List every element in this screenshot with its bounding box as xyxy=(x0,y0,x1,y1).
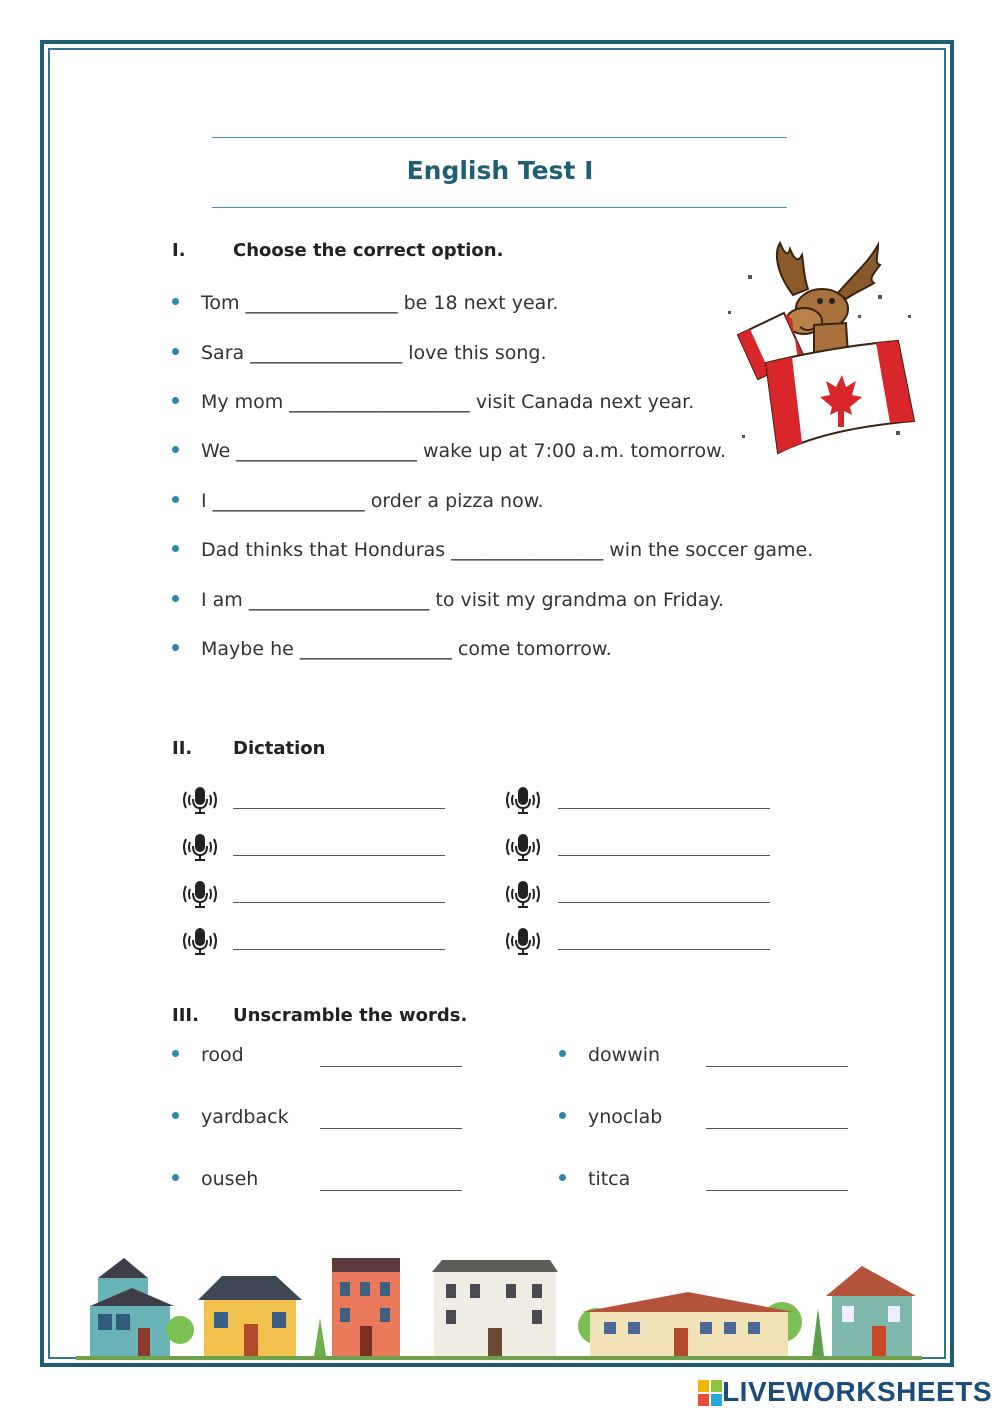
bullet-icon xyxy=(172,1112,179,1119)
dictation-answer-line[interactable] xyxy=(233,855,445,856)
scrambled-word: ynoclab xyxy=(588,1106,663,1128)
microphone-icon[interactable] xyxy=(503,925,543,957)
answer-blank[interactable]: ________________ xyxy=(299,638,452,660)
bullet-icon xyxy=(559,1050,566,1057)
section-1-number: I. xyxy=(172,240,186,261)
exercise-item: I am ___________________ to visit my grandma on Friday. xyxy=(172,589,724,611)
dictation-answer-line[interactable] xyxy=(558,949,770,950)
bullet-icon xyxy=(172,446,179,453)
brand-name[interactable]: LIVEWORKSHEETS xyxy=(722,1376,992,1407)
section-2-heading xyxy=(172,738,326,759)
scramble-item xyxy=(559,1044,660,1066)
microphone-icon[interactable] xyxy=(180,831,220,863)
microphone-icon[interactable] xyxy=(503,878,543,910)
scrambled-word: ouseh xyxy=(201,1168,259,1190)
section-2-number: II. xyxy=(172,738,193,759)
scramble-item xyxy=(172,1106,289,1128)
answer-blank[interactable]: ________________ xyxy=(451,539,604,561)
scrambled-word: rood xyxy=(201,1044,244,1066)
scramble-item xyxy=(559,1106,662,1128)
answer-blank[interactable]: ________________ xyxy=(245,292,398,314)
moose-canada-flag-illustration xyxy=(718,235,923,467)
dictation-answer-line[interactable] xyxy=(233,808,445,809)
answer-line[interactable] xyxy=(706,1128,848,1129)
section-1-title: Choose the correct option. xyxy=(233,240,504,261)
scrambled-word: titca xyxy=(588,1168,631,1190)
bullet-icon xyxy=(172,1050,179,1057)
section-3-heading xyxy=(172,1005,467,1026)
answer-line[interactable] xyxy=(706,1066,848,1067)
microphone-icon[interactable] xyxy=(503,784,543,816)
scrambled-word: dowwin xyxy=(588,1044,661,1066)
liveworksheets-logo-icon xyxy=(698,1380,722,1406)
bullet-icon xyxy=(172,397,179,404)
bullet-icon xyxy=(172,545,179,552)
scramble-item xyxy=(172,1168,258,1190)
exercise-item: Tom ________________ be 18 next year. xyxy=(172,292,558,314)
bullet-icon xyxy=(172,298,179,305)
page-title: English Test I xyxy=(406,156,594,185)
dictation-answer-line[interactable] xyxy=(233,902,445,903)
answer-blank[interactable]: ___________________ xyxy=(248,589,430,611)
answer-line[interactable] xyxy=(320,1190,462,1191)
bullet-icon xyxy=(559,1174,566,1181)
exercise-item: Maybe he ________________ come tomorrow. xyxy=(172,638,612,660)
scrambled-word: yardback xyxy=(201,1106,289,1128)
bullet-icon xyxy=(172,496,179,503)
exercise-item: I ________________ order a pizza now. xyxy=(172,490,544,512)
bullet-icon xyxy=(172,595,179,602)
microphone-icon[interactable] xyxy=(503,831,543,863)
dictation-answer-line[interactable] xyxy=(558,902,770,903)
dictation-answer-line[interactable] xyxy=(233,949,445,950)
answer-blank[interactable]: ___________________ xyxy=(236,440,417,462)
bullet-icon xyxy=(559,1112,566,1119)
answer-blank[interactable]: ________________ xyxy=(212,490,365,512)
section-3-number: III. xyxy=(172,1005,199,1026)
answer-line[interactable] xyxy=(706,1190,848,1191)
microphone-icon[interactable] xyxy=(180,878,220,910)
answer-line[interactable] xyxy=(320,1128,462,1129)
exercise-item: Dad thinks that Honduras ________________ win the soccer game. xyxy=(172,539,813,561)
scramble-item xyxy=(172,1044,244,1066)
bullet-icon xyxy=(172,348,179,355)
section-2-title: Dictation xyxy=(233,738,326,759)
houses-illustration xyxy=(76,1248,922,1363)
microphone-icon[interactable] xyxy=(180,784,220,816)
section-3-title: Unscramble the words. xyxy=(233,1005,468,1026)
dictation-answer-line[interactable] xyxy=(558,808,770,809)
answer-blank[interactable]: ________________ xyxy=(250,342,403,364)
bullet-icon xyxy=(172,644,179,651)
title-rule-top xyxy=(212,137,787,138)
exercise-item: Sara ________________ love this song. xyxy=(172,342,547,364)
answer-blank[interactable]: ___________________ xyxy=(289,391,470,413)
title-rule-bottom xyxy=(212,207,787,208)
microphone-icon[interactable] xyxy=(180,925,220,957)
bullet-icon xyxy=(172,1174,179,1181)
exercise-item: We ___________________ wake up at 7:00 a.m. tomorrow. xyxy=(172,440,726,462)
answer-line[interactable] xyxy=(320,1066,462,1067)
section-1-heading xyxy=(172,240,503,261)
exercise-item: My mom ___________________ visit Canada next year. xyxy=(172,391,694,413)
dictation-answer-line[interactable] xyxy=(558,855,770,856)
scramble-item xyxy=(559,1168,630,1190)
